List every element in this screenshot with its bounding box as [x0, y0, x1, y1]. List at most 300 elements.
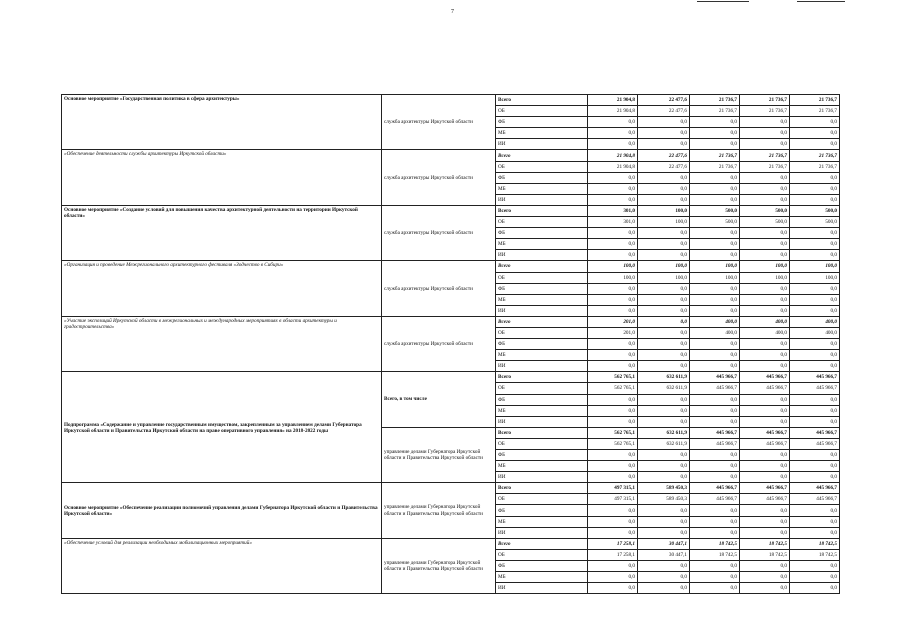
amount-cell: 445 966,7 — [790, 427, 840, 438]
amount-cell: 21 736,7 — [690, 106, 740, 117]
amount-cell: 0,0 — [690, 361, 740, 372]
funding-source-cell: Всего — [496, 150, 588, 161]
amount-cell: 0,0 — [790, 117, 840, 128]
funding-source-cell: Всего — [496, 483, 588, 494]
amount-cell: 0,0 — [638, 283, 690, 294]
amount-cell: 500,0 — [690, 217, 740, 228]
amount-cell: 0,0 — [690, 183, 740, 194]
amount-cell: 445 966,7 — [740, 383, 790, 394]
amount-cell: 0,0 — [790, 572, 840, 583]
amount-cell: 445 966,7 — [690, 383, 740, 394]
amount-cell: 0,0 — [790, 339, 840, 350]
table-row — [62, 261, 840, 272]
amount-cell: 21 736,7 — [790, 161, 840, 172]
amount-cell: 0,0 — [638, 239, 690, 250]
table-row — [62, 95, 840, 106]
amount-cell: 100,0 — [790, 261, 840, 272]
amount-cell: 0,0 — [638, 339, 690, 350]
funding-source-cell: Всего — [496, 372, 588, 383]
amount-cell: 0,0 — [690, 516, 740, 527]
amount-cell: 445 966,7 — [690, 438, 740, 449]
amount-cell: 30 447,1 — [638, 549, 690, 560]
amount-cell: 0,0 — [588, 283, 638, 294]
funding-source-cell: ОБ — [496, 494, 588, 505]
amount-cell: 0,0 — [638, 516, 690, 527]
amount-cell: 21 736,7 — [740, 106, 790, 117]
amount-cell: 0,0 — [740, 250, 790, 261]
amount-cell: 21 736,7 — [740, 150, 790, 161]
scan-mark-left — [697, 1, 749, 2]
amount-cell: 0,0 — [638, 194, 690, 205]
amount-cell: 0,0 — [740, 516, 790, 527]
amount-cell: 0,0 — [740, 461, 790, 472]
amount-cell: 400,0 — [790, 316, 840, 327]
funding-source-cell: МБ — [496, 405, 588, 416]
amount-cell: 0,0 — [690, 228, 740, 239]
funding-source-cell: ИИ — [496, 139, 588, 150]
amount-cell: 22 477,6 — [638, 106, 690, 117]
amount-cell: 0,0 — [790, 560, 840, 571]
amount-cell: 0,0 — [638, 350, 690, 361]
amount-cell: 18 742,5 — [790, 538, 840, 549]
amount-cell: 0,0 — [790, 416, 840, 427]
row-title: Основное мероприятие «Государственная политика в сфера архитектуры» — [62, 95, 382, 150]
scan-mark-right — [797, 1, 845, 2]
amount-cell: 0,0 — [740, 560, 790, 571]
table-body — [62, 95, 840, 594]
amount-cell: 0,0 — [588, 505, 638, 516]
funding-source-cell: ФБ — [496, 560, 588, 571]
amount-cell: 0,0 — [740, 128, 790, 139]
amount-cell: 201,0 — [588, 316, 638, 327]
amount-cell: 21 736,7 — [790, 95, 840, 106]
amount-cell: 445 966,7 — [740, 494, 790, 505]
executor-cell: служба архитектуры Иркутской области — [382, 261, 496, 316]
amount-cell: 0,0 — [690, 405, 740, 416]
amount-cell: 21 904,8 — [588, 95, 638, 106]
amount-cell: 21 736,7 — [690, 150, 740, 161]
amount-cell: 0,0 — [690, 294, 740, 305]
amount-cell: 0,0 — [790, 172, 840, 183]
amount-cell: 0,0 — [740, 183, 790, 194]
amount-cell: 0,0 — [740, 472, 790, 483]
amount-cell: 0,0 — [588, 527, 638, 538]
row-title: Основное мероприятие «Создание условий для повышения качества архитектурной деятельности на территории Иркутской области» — [62, 205, 382, 260]
amount-cell: 18 742,5 — [690, 549, 740, 560]
amount-cell: 0,0 — [790, 350, 840, 361]
amount-cell: 201,0 — [588, 327, 638, 338]
amount-cell: 400,0 — [690, 327, 740, 338]
amount-cell: 400,0 — [690, 316, 740, 327]
amount-cell: 0,0 — [588, 516, 638, 527]
funding-source-cell: МБ — [496, 183, 588, 194]
amount-cell: 0,0 — [638, 250, 690, 261]
amount-cell: 0,0 — [690, 172, 740, 183]
amount-cell: 100,0 — [690, 261, 740, 272]
amount-cell: 0,0 — [790, 405, 840, 416]
funding-source-cell: ИИ — [496, 361, 588, 372]
amount-cell: 497 315,1 — [588, 483, 638, 494]
amount-cell: 0,0 — [690, 505, 740, 516]
funding-source-cell: Всего — [496, 205, 588, 216]
amount-cell: 0,0 — [790, 294, 840, 305]
funding-source-cell: ОБ — [496, 272, 588, 283]
amount-cell: 30 447,1 — [638, 538, 690, 549]
amount-cell: 17 258,1 — [588, 549, 638, 560]
funding-source-cell: МБ — [496, 516, 588, 527]
amount-cell: 0,0 — [638, 461, 690, 472]
amount-cell: 445 966,7 — [690, 427, 740, 438]
amount-cell: 0,0 — [588, 572, 638, 583]
amount-cell: 0,0 — [690, 139, 740, 150]
amount-cell: 0,0 — [588, 117, 638, 128]
amount-cell: 0,0 — [790, 194, 840, 205]
amount-cell: 301,0 — [588, 217, 638, 228]
amount-cell: 301,0 — [588, 205, 638, 216]
amount-cell: 100,0 — [638, 217, 690, 228]
amount-cell: 18 742,5 — [740, 549, 790, 560]
amount-cell: 100,0 — [588, 272, 638, 283]
amount-cell: 21 736,7 — [740, 95, 790, 106]
funding-source-cell: ОБ — [496, 383, 588, 394]
amount-cell: 500,0 — [740, 205, 790, 216]
amount-cell: 0,0 — [588, 194, 638, 205]
amount-cell: 632 611,9 — [638, 427, 690, 438]
amount-cell: 0,0 — [588, 139, 638, 150]
amount-cell: 0,0 — [740, 239, 790, 250]
amount-cell: 21 904,8 — [588, 106, 638, 117]
amount-cell: 500,0 — [790, 205, 840, 216]
amount-cell: 0,0 — [690, 239, 740, 250]
table-row — [62, 316, 840, 327]
amount-cell: 22 477,6 — [638, 95, 690, 106]
amount-cell: 589 450,3 — [638, 494, 690, 505]
row-title: Основное мероприятие «Обеспечение реализации полномочий управления делами Губернатора Иркутской области и Правительства Иркутской области» — [62, 483, 382, 538]
amount-cell: 0,0 — [588, 472, 638, 483]
amount-cell: 445 966,7 — [690, 372, 740, 383]
row-title: «Организация и проведение Межрегионального архитектурного фестиваля «Зодчество в Сибири» — [62, 261, 382, 316]
amount-cell: 0,0 — [790, 450, 840, 461]
amount-cell: 0,0 — [588, 350, 638, 361]
executor-cell: служба архитектуры Иркутской области — [382, 316, 496, 371]
amount-cell: 0,0 — [638, 572, 690, 583]
amount-cell: 0,0 — [790, 505, 840, 516]
amount-cell: 0,0 — [740, 450, 790, 461]
amount-cell: 21 904,8 — [588, 150, 638, 161]
amount-cell: 0,0 — [740, 194, 790, 205]
funding-source-cell: ИИ — [496, 250, 588, 261]
amount-cell: 0,0 — [588, 361, 638, 372]
row-title: «Обеспечение условий для реализации необходимых мобилизационных мероприятий» — [62, 538, 382, 593]
amount-cell: 21 736,7 — [690, 161, 740, 172]
amount-cell: 0,0 — [790, 139, 840, 150]
funding-source-cell: ИИ — [496, 583, 588, 594]
amount-cell: 0,0 — [740, 583, 790, 594]
amount-cell: 0,0 — [740, 405, 790, 416]
amount-cell: 500,0 — [790, 217, 840, 228]
funding-source-cell: Всего — [496, 316, 588, 327]
amount-cell: 0,0 — [790, 128, 840, 139]
executor-cell: управление делами Губернатора Иркутской области и Правительства Иркутской области — [382, 483, 496, 538]
amount-cell: 445 966,7 — [790, 483, 840, 494]
amount-cell: 0,0 — [790, 228, 840, 239]
amount-cell: 0,0 — [790, 283, 840, 294]
amount-cell: 445 966,7 — [790, 383, 840, 394]
amount-cell: 22 477,6 — [638, 161, 690, 172]
amount-cell: 0,0 — [690, 194, 740, 205]
amount-cell: 100,0 — [790, 272, 840, 283]
amount-cell: 0,0 — [638, 172, 690, 183]
amount-cell: 562 765,1 — [588, 372, 638, 383]
funding-source-cell: ФБ — [496, 228, 588, 239]
funding-source-cell: Всего — [496, 261, 588, 272]
amount-cell: 0,0 — [588, 394, 638, 405]
amount-cell: 562 765,1 — [588, 383, 638, 394]
funding-source-cell: ФБ — [496, 117, 588, 128]
amount-cell: 632 611,9 — [638, 372, 690, 383]
amount-cell: 562 765,1 — [588, 427, 638, 438]
funding-source-cell: ИИ — [496, 472, 588, 483]
amount-cell: 0,0 — [588, 560, 638, 571]
amount-cell: 0,0 — [790, 516, 840, 527]
amount-cell: 0,0 — [740, 283, 790, 294]
amount-cell: 445 966,7 — [790, 494, 840, 505]
amount-cell: 0,0 — [588, 405, 638, 416]
amount-cell: 100,0 — [638, 205, 690, 216]
amount-cell: 100,0 — [740, 261, 790, 272]
amount-cell: 0,0 — [690, 472, 740, 483]
amount-cell: 0,0 — [740, 294, 790, 305]
amount-cell: 0,0 — [588, 228, 638, 239]
funding-source-cell: МБ — [496, 461, 588, 472]
table-row — [62, 483, 840, 494]
amount-cell: 0,0 — [638, 139, 690, 150]
funding-source-cell: ФБ — [496, 505, 588, 516]
amount-cell: 0,0 — [790, 305, 840, 316]
funding-source-cell: ФБ — [496, 283, 588, 294]
funding-source-cell: МБ — [496, 128, 588, 139]
funding-source-cell: ФБ — [496, 339, 588, 350]
amount-cell: 21 736,7 — [790, 106, 840, 117]
row-title: «Участие экспозиций Иркутской области в межрегиональных и международных мероприятиях в области архитектуры и градостроительства» — [62, 316, 382, 371]
funding-source-cell: ОБ — [496, 438, 588, 449]
table-row — [62, 372, 840, 383]
amount-cell: 0,0 — [690, 527, 740, 538]
amount-cell: 0,0 — [790, 183, 840, 194]
row-title: Подпрограмма «Содержание и управление государственным имуществом, закрепленным за управлением делами Губернатора Иркутской области и Правительства Иркутской области на праве оперативного управления» на 2018-2022 годы — [62, 372, 382, 483]
amount-cell: 18 742,5 — [790, 549, 840, 560]
amount-cell: 0,0 — [638, 583, 690, 594]
amount-cell: 0,0 — [690, 572, 740, 583]
amount-cell: 0,0 — [588, 172, 638, 183]
amount-cell: 445 966,7 — [740, 427, 790, 438]
funding-source-cell: ИИ — [496, 305, 588, 316]
amount-cell: 0,0 — [638, 305, 690, 316]
funding-source-cell: ОБ — [496, 106, 588, 117]
amount-cell: 0,0 — [740, 572, 790, 583]
amount-cell: 0,0 — [790, 394, 840, 405]
amount-cell: 0,0 — [638, 450, 690, 461]
funding-source-cell: ОБ — [496, 217, 588, 228]
amount-cell: 0,0 — [588, 461, 638, 472]
amount-cell: 0,0 — [588, 239, 638, 250]
amount-cell: 0,0 — [690, 339, 740, 350]
amount-cell: 0,0 — [740, 305, 790, 316]
amount-cell: 0,0 — [740, 394, 790, 405]
amount-cell: 18 742,5 — [740, 538, 790, 549]
amount-cell: 0,0 — [638, 128, 690, 139]
amount-cell: 0,0 — [690, 461, 740, 472]
amount-cell: 21 736,7 — [690, 95, 740, 106]
amount-cell: 0,0 — [690, 560, 740, 571]
amount-cell: 0,0 — [638, 316, 690, 327]
executor-cell: служба архитектуры Иркутской области — [382, 150, 496, 205]
amount-cell: 0,0 — [638, 228, 690, 239]
funding-source-cell: МБ — [496, 294, 588, 305]
amount-cell: 100,0 — [740, 272, 790, 283]
amount-cell: 0,0 — [790, 583, 840, 594]
amount-cell: 0,0 — [690, 128, 740, 139]
row-title: «Обеспечение деятельности службы архитектуры Иркутской области» — [62, 150, 382, 205]
amount-cell: 445 966,7 — [690, 494, 740, 505]
amount-cell: 632 611,9 — [638, 438, 690, 449]
funding-source-cell: МБ — [496, 572, 588, 583]
amount-cell: 0,0 — [638, 183, 690, 194]
amount-cell: 0,0 — [740, 527, 790, 538]
amount-cell: 0,0 — [740, 416, 790, 427]
amount-cell: 0,0 — [790, 527, 840, 538]
amount-cell: 17 258,1 — [588, 538, 638, 549]
amount-cell: 0,0 — [740, 505, 790, 516]
amount-cell: 0,0 — [588, 294, 638, 305]
amount-cell: 0,0 — [638, 416, 690, 427]
page-number: 7 — [451, 9, 454, 15]
amount-cell: 0,0 — [638, 472, 690, 483]
funding-source-cell: ИИ — [496, 527, 588, 538]
amount-cell: 0,0 — [740, 117, 790, 128]
amount-cell: 100,0 — [638, 272, 690, 283]
funding-source-cell: Всего — [496, 538, 588, 549]
amount-cell: 0,0 — [790, 472, 840, 483]
amount-cell: 0,0 — [588, 583, 638, 594]
amount-cell: 0,0 — [690, 283, 740, 294]
executor-cell: управление делами Губернатора Иркутской области и Правительства Иркутской области — [382, 538, 496, 593]
amount-cell: 0,0 — [588, 183, 638, 194]
amount-cell: 500,0 — [740, 217, 790, 228]
funding-source-cell: МБ — [496, 239, 588, 250]
funding-source-cell: Всего — [496, 427, 588, 438]
amount-cell: 21 736,7 — [790, 150, 840, 161]
amount-cell: 0,0 — [690, 450, 740, 461]
executor-cell: Всего, в том числе — [382, 372, 496, 427]
amount-cell: 0,0 — [790, 250, 840, 261]
amount-cell: 0,0 — [638, 117, 690, 128]
amount-cell: 445 966,7 — [740, 483, 790, 494]
table-row — [62, 538, 840, 549]
amount-cell: 0,0 — [638, 394, 690, 405]
amount-cell: 400,0 — [740, 327, 790, 338]
funding-source-cell: МБ — [496, 350, 588, 361]
funding-source-cell: ОБ — [496, 161, 588, 172]
amount-cell: 100,0 — [638, 261, 690, 272]
amount-cell: 21 904,8 — [588, 161, 638, 172]
funding-source-cell: ФБ — [496, 394, 588, 405]
amount-cell: 0,0 — [638, 527, 690, 538]
amount-cell: 0,0 — [690, 416, 740, 427]
amount-cell: 0,0 — [638, 327, 690, 338]
amount-cell: 0,0 — [588, 128, 638, 139]
amount-cell: 21 736,7 — [740, 161, 790, 172]
amount-cell: 0,0 — [740, 339, 790, 350]
amount-cell: 445 966,7 — [790, 438, 840, 449]
amount-cell: 632 611,9 — [638, 383, 690, 394]
funding-table — [61, 94, 840, 594]
amount-cell: 0,0 — [790, 461, 840, 472]
funding-source-cell: Всего — [496, 95, 588, 106]
amount-cell: 18 742,5 — [690, 538, 740, 549]
amount-cell: 0,0 — [638, 505, 690, 516]
table-row — [62, 150, 840, 161]
amount-cell: 500,0 — [690, 205, 740, 216]
amount-cell: 0,0 — [588, 305, 638, 316]
amount-cell: 0,0 — [690, 394, 740, 405]
amount-cell: 0,0 — [690, 250, 740, 261]
executor-cell: служба архитектуры Иркутской области — [382, 95, 496, 150]
amount-cell: 400,0 — [740, 316, 790, 327]
amount-cell: 0,0 — [690, 305, 740, 316]
funding-source-cell: ОБ — [496, 549, 588, 560]
amount-cell: 0,0 — [588, 339, 638, 350]
funding-source-cell: ФБ — [496, 172, 588, 183]
amount-cell: 445 966,7 — [740, 438, 790, 449]
amount-cell: 0,0 — [588, 450, 638, 461]
table-row — [62, 205, 840, 216]
amount-cell: 100,0 — [588, 261, 638, 272]
amount-cell: 0,0 — [740, 172, 790, 183]
funding-source-cell: ИИ — [496, 194, 588, 205]
funding-source-cell: ФБ — [496, 450, 588, 461]
amount-cell: 445 966,7 — [790, 372, 840, 383]
amount-cell: 0,0 — [790, 361, 840, 372]
funding-source-cell: ИИ — [496, 416, 588, 427]
amount-cell: 589 450,3 — [638, 483, 690, 494]
amount-cell: 497 315,1 — [588, 494, 638, 505]
amount-cell: 400,0 — [790, 327, 840, 338]
executor-cell: управление делами Губернатора Иркутской области и Правительства Иркутской области — [382, 427, 496, 482]
amount-cell: 0,0 — [588, 416, 638, 427]
executor-cell: служба архитектуры Иркутской области — [382, 205, 496, 260]
amount-cell: 22 477,6 — [638, 150, 690, 161]
amount-cell: 0,0 — [638, 361, 690, 372]
amount-cell: 0,0 — [740, 350, 790, 361]
amount-cell: 0,0 — [740, 139, 790, 150]
amount-cell: 0,0 — [638, 405, 690, 416]
amount-cell: 0,0 — [690, 583, 740, 594]
amount-cell: 0,0 — [740, 361, 790, 372]
amount-cell: 100,0 — [690, 272, 740, 283]
amount-cell: 0,0 — [690, 350, 740, 361]
amount-cell: 445 966,7 — [690, 483, 740, 494]
amount-cell: 562 765,1 — [588, 438, 638, 449]
amount-cell: 445 966,7 — [740, 372, 790, 383]
amount-cell: 0,0 — [638, 294, 690, 305]
amount-cell: 0,0 — [588, 250, 638, 261]
amount-cell: 0,0 — [638, 560, 690, 571]
amount-cell: 0,0 — [790, 239, 840, 250]
amount-cell: 0,0 — [690, 117, 740, 128]
funding-source-cell: ОБ — [496, 327, 588, 338]
amount-cell: 0,0 — [740, 228, 790, 239]
